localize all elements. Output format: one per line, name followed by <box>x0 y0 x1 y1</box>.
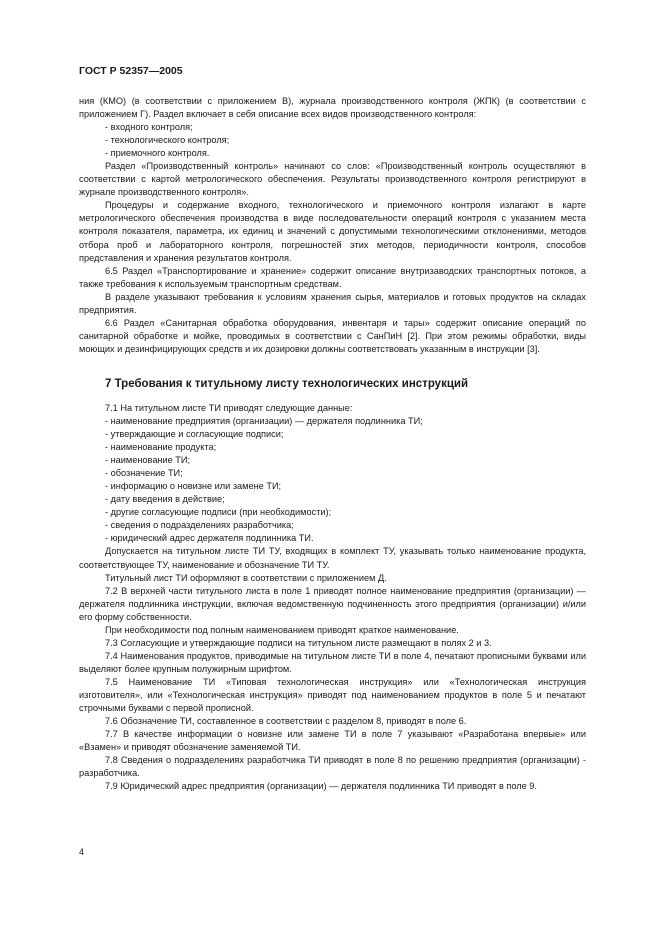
list-item: - наименование продукта; <box>105 442 217 453</box>
paragraph: Процедуры и содержание входного, технологического и приемочного контроля излагают в карте метрологического обеспечения производства в виде последовательности операций контроля с указанием места контроля показателя, параметра, их единиц и значений с допустимыми технологическими отклонениями, методов отбора проб и лабораторного контроля, погрешностей этих методов, периодичности контроля, способов представления и хранения результатов контроля. <box>79 200 586 263</box>
list-item: - наименование ТИ; <box>105 455 191 466</box>
list-item: - входного контроля; <box>105 122 193 133</box>
document-body <box>79 95 586 793</box>
paragraph: 7.2 В верхней части титульного листа в поле 1 приводят полное наименование предприятия (организации) — держателя подлинника инструкции, включая ведомственную подчиненность этого предприятия (организации) и/или его форму собственности. <box>79 585 586 622</box>
list-item: - информацию о новизне или замене ТИ; <box>105 481 282 492</box>
list-item: - другие согласующие подписи (при необходимости); <box>105 507 332 518</box>
paragraph: 7.6 Обозначение ТИ, составленное в соответствии с разделом 8, приводят в поле 6. <box>105 716 467 727</box>
list-item: - сведения о подразделениях разработчика; <box>105 520 294 531</box>
section-7-body <box>79 402 586 793</box>
paragraph: ния (КМО) (в соответствии с приложением В), журнала производственного контроля (ЖПК) (в соответствии с приложением Г). Раздел включает в себя описание всех видов производственного контроля: <box>79 96 586 120</box>
paragraph: 7.1 На титульном листе ТИ приводят следующие данные: <box>105 402 353 413</box>
section-6-continuation <box>79 95 586 356</box>
paragraph: При необходимости под полным наименованием приводят краткое наименование. <box>105 624 459 635</box>
paragraph: 7.8 Сведения о подразделениях разработчика ТИ приводят в поле 8 по решению предприятия (организации) - разработчика. <box>79 755 586 779</box>
paragraph: 6.5 Раздел «Транспортирование и хранение» содержит описание внутризаводских транспортных потоков, а также требования к используемым транспортным средствам. <box>79 265 586 289</box>
paragraph: В разделе указывают требования к условиям хранения сырья, материалов и готовых продуктов на складах предприятия. <box>79 291 586 315</box>
paragraph: 7.7 В качестве информации о новизне или замене ТИ в поле 7 указывают «Разработана впервые» или «Взамен» и приводят обозначение заменяемой ТИ. <box>79 729 586 753</box>
paragraph: 7.9 Юридический адрес предприятия (организации) — держателя подлинника ТИ приводят в поле 9. <box>105 781 537 792</box>
paragraph: Титульный лист ТИ оформляют в соответствии с приложением Д. <box>105 572 387 583</box>
paragraph: 7.4 Наименования продуктов, приводимые на титульном листе ТИ в поле 4, печатают прописными буквами или выделяют более крупным полужирным шрифтом. <box>79 650 586 674</box>
list-item: - утверждающие и согласующие подписи; <box>105 429 284 440</box>
list-item: - юридический адрес держателя подлинника ТИ. <box>105 533 314 544</box>
list-item: - дату введения в действие; <box>105 494 225 505</box>
document-header: ГОСТ Р 52357—2005 <box>79 65 183 77</box>
paragraph: 6.6 Раздел «Санитарная обработка оборудования, инвентаря и тары» содержит описание операций по санитарной обработке и мойке, проводимых в соответствии с СанПиН [2]. При этом режимы обработки, виды моющих и дезинфицирующих средств и их дозировки должны соответствовать указанным в инструкции [3]. <box>79 317 586 354</box>
list-item: - приемочного контроля. <box>105 148 210 159</box>
paragraph: Раздел «Производственный контроль» начинают со слов: «Производственный контроль осуществляют в соответствии с картой метрологического обеспечения. Результаты производственного контроля регистрируют в журнале производственного контроля». <box>79 161 586 198</box>
list-item: - обозначение ТИ; <box>105 468 183 479</box>
paragraph: Допускается на титульном листе ТИ ТУ, входящих в комплект ТУ, указывать только наименование продукта, соответствующее ТУ, наименование и обозначение ТИ ТУ. <box>79 546 586 570</box>
paragraph: 7.5 Наименование ТИ «Типовая технологическая инструкция» или «Технологическая инструкция изготовителя», или «Технологическая инструкция» приводят под наименованием продуктов в поле 5 и печатают строчными буквами с первой прописной. <box>79 676 586 714</box>
list-item: - технологического контроля; <box>105 135 230 146</box>
paragraph: 7.3 Согласующие и утверждающие подписи на титульном листе размещают в полях 2 и 3. <box>105 637 492 648</box>
page-number: 4 <box>79 847 85 857</box>
list-item: - наименование предприятия (организации) — держателя подлинника ТИ; <box>105 415 423 426</box>
section-7-title: 7 Требования к титульному листу технологических инструкций <box>105 377 469 390</box>
